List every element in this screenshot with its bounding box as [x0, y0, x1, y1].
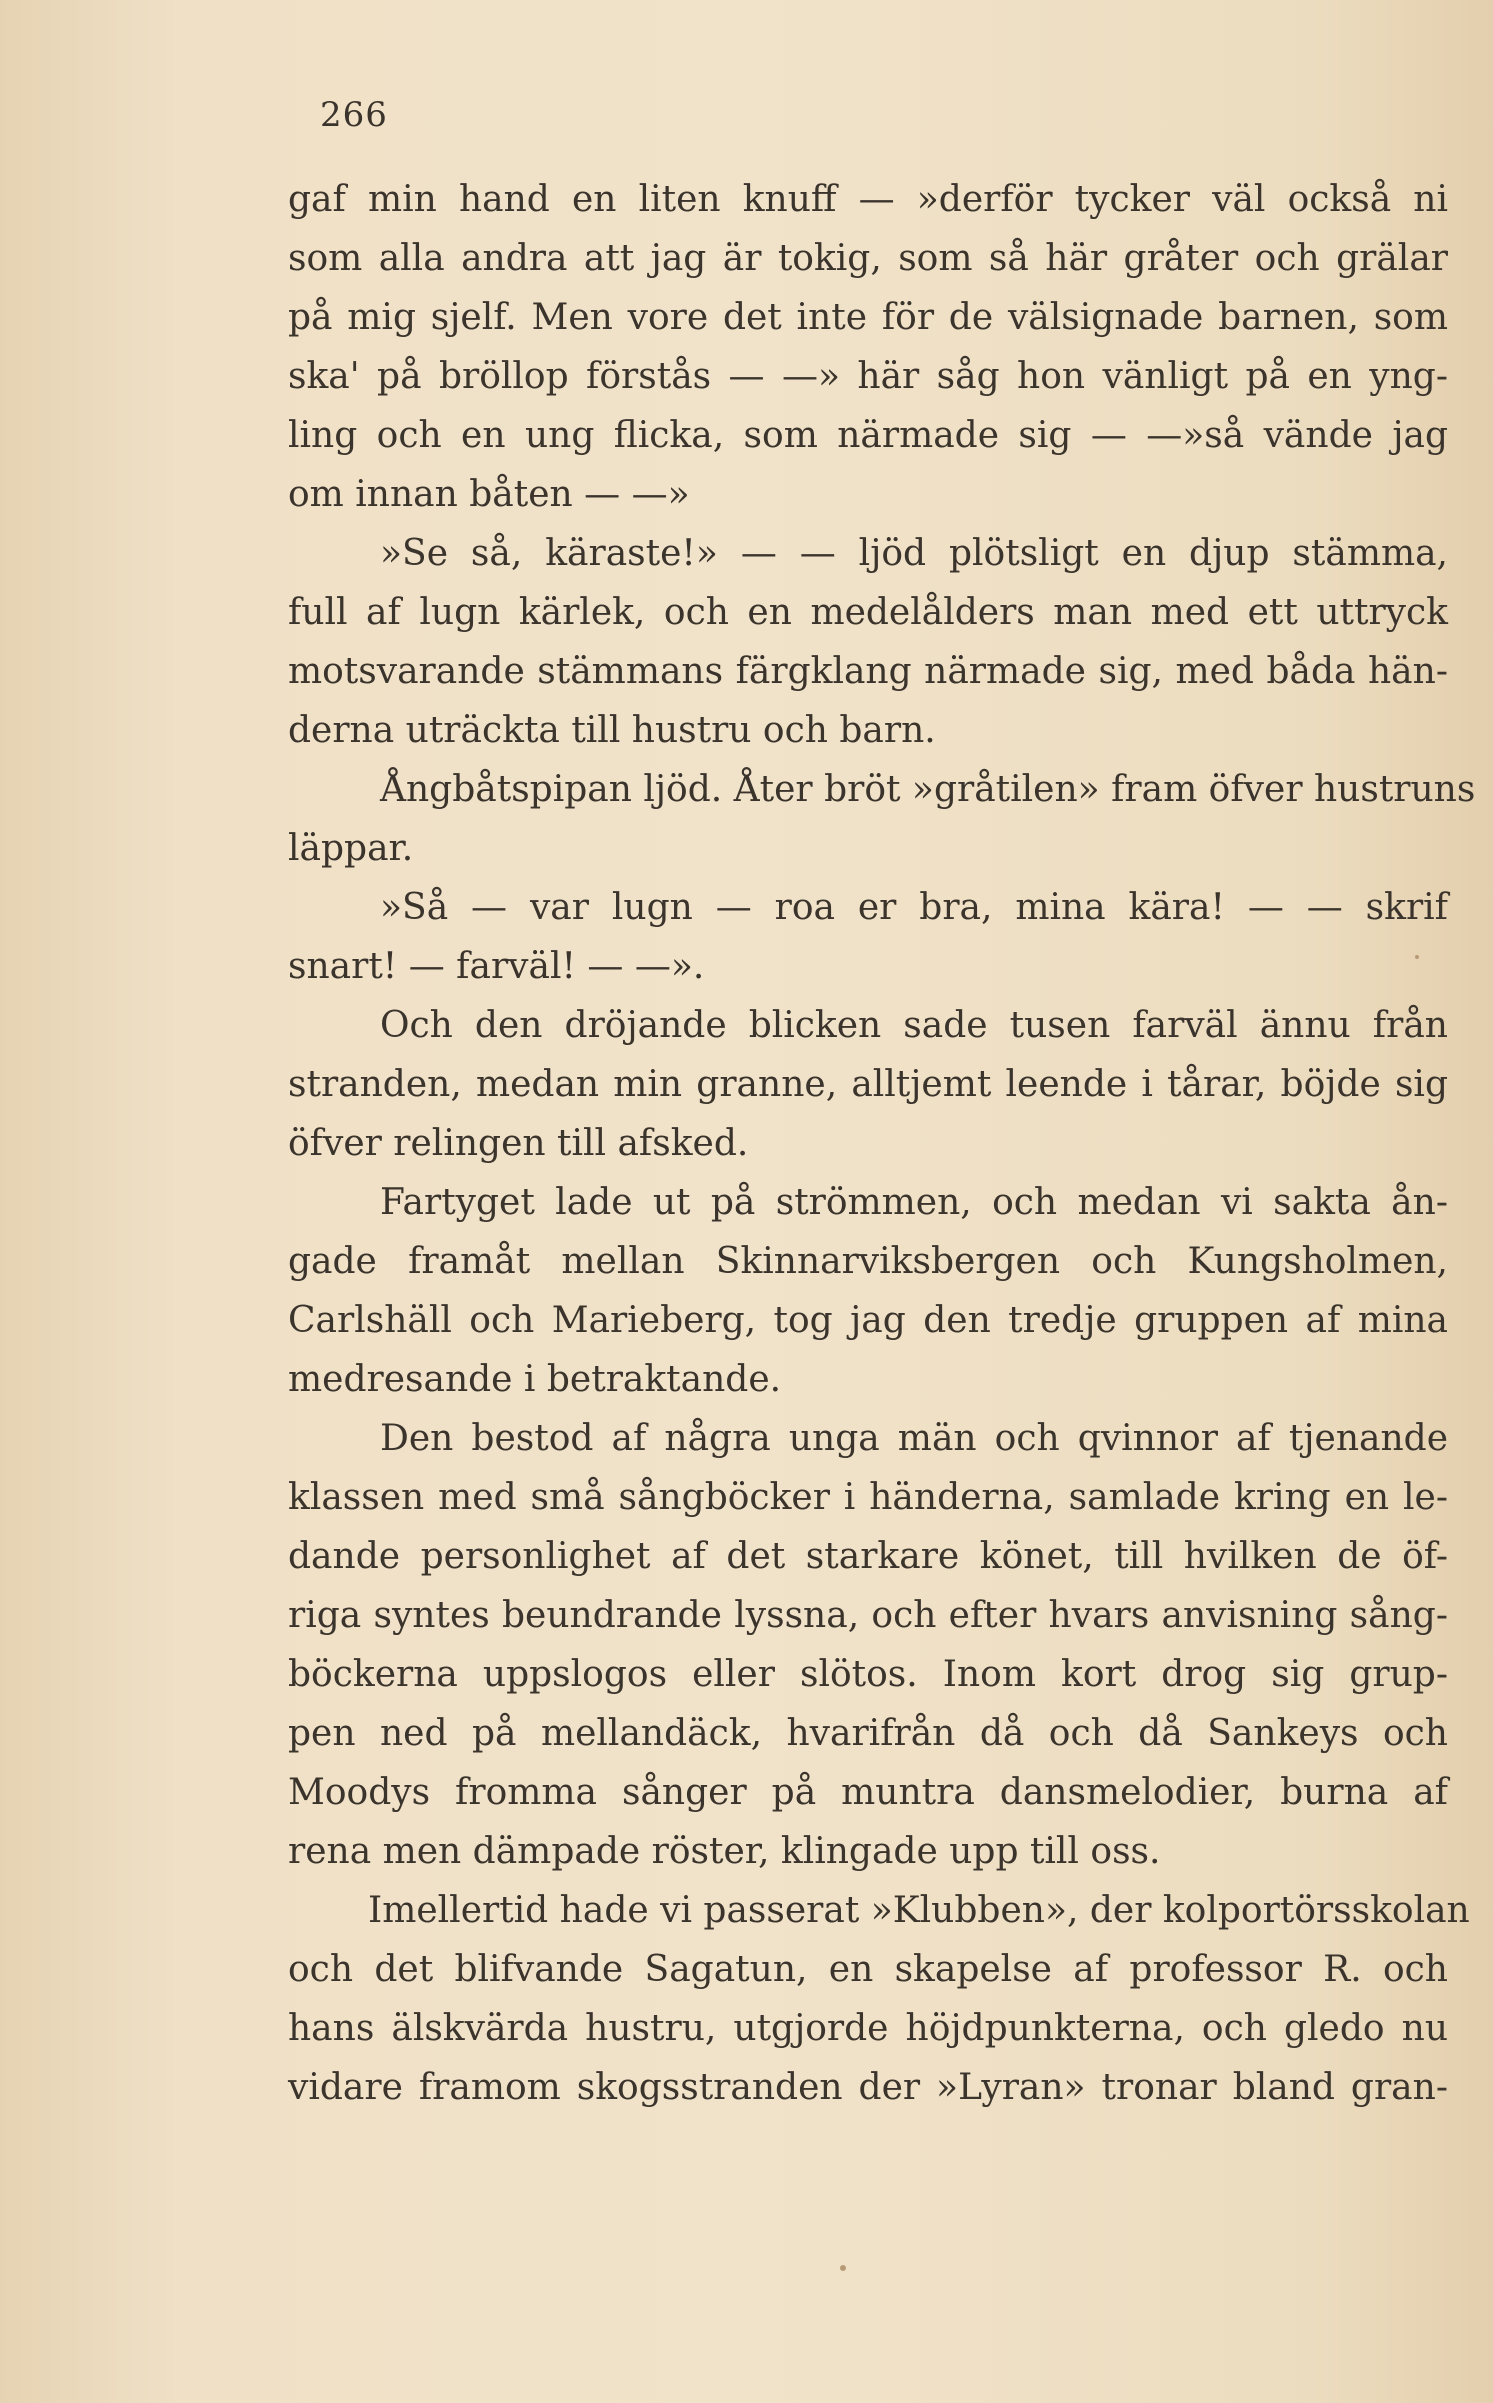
text-line: snart! — farväl! — —». [288, 946, 705, 987]
text-line: medresande i betraktande. [288, 1359, 782, 1400]
text-line: om innan båten — —» [288, 474, 690, 515]
text-line: »Se så, käraste!» — — ljöd plötsligt en djup stämma, [380, 533, 1448, 574]
text-line: Och den dröjande blicken sade tusen farväl ännu från [380, 1005, 1448, 1046]
text-line: Imellertid hade vi passerat »Klubben», der kolportörsskolan [368, 1890, 1470, 1931]
text-line: motsvarande stämmans färgklang närmade sig, med båda hän- [288, 651, 1448, 692]
text-line: böckerna uppslogos eller slötos. Inom kort drog sig grup- [288, 1654, 1448, 1695]
body-text [288, 170, 1476, 2117]
text-line: derna uträckta till hustru och barn. [288, 710, 936, 751]
text-line: gade framåt mellan Skinnarviksbergen och Kungsholmen, [288, 1241, 1448, 1282]
text-line: Den bestod af några unga män och qvinnor af tjenande [380, 1418, 1448, 1459]
text-line: full af lugn kärlek, och en medelålders man med ett uttryck [288, 592, 1448, 633]
text-line: rena men dämpade röster, klingade upp till oss. [288, 1831, 1161, 1872]
text-line: ska' på bröllop förstås — —» här såg hon vänligt på en yng- [288, 356, 1448, 397]
text-line: läppar. [288, 828, 414, 869]
text-line: Moodys fromma sånger på muntra dansmelodier, burna af [288, 1772, 1448, 1813]
text-line: Ångbåtspipan ljöd. Åter bröt »gråtilen» fram öfver hustruns [380, 769, 1476, 810]
text-line: »Så — var lugn — roa er bra, mina kära! — — skrif [380, 887, 1448, 928]
text-line: pen ned på mellandäck, hvarifrån då och då Sankeys och [288, 1713, 1448, 1754]
text-line: gaf min hand en liten knuff — »derför tycker väl också ni [288, 179, 1448, 220]
paper-speck [1415, 955, 1419, 959]
text-line: dande personlighet af det starkare könet, till hvilken de öf- [288, 1536, 1448, 1577]
text-line: Carlshäll och Marieberg, tog jag den tredje gruppen af mina [288, 1300, 1448, 1341]
text-line: stranden, medan min granne, alltjemt leende i tårar, böjde sig [288, 1064, 1448, 1105]
text-line: öfver relingen till afsked. [288, 1123, 749, 1164]
text-line: vidare framom skogsstranden der »Lyran» tronar bland gran- [288, 2067, 1448, 2108]
text-line: ling och en ung flicka, som närmade sig — —»så vände jag [288, 415, 1448, 456]
text-line: på mig sjelf. Men vore det inte för de välsignade barnen, som [288, 297, 1448, 338]
paper-speck [840, 2265, 846, 2271]
text-line: som alla andra att jag är tokig, som så här gråter och grälar [288, 238, 1448, 279]
text-line: och det blifvande Sagatun, en skapelse af professor R. och [288, 1949, 1448, 1990]
text-line: hans älskvärda hustru, utgjorde höjdpunkterna, och gledo nu [288, 2008, 1448, 2049]
page-number: 266 [320, 95, 388, 135]
text-line: riga syntes beundrande lyssna, och efter hvars anvisning sång- [288, 1595, 1448, 1636]
text-line: klassen med små sångböcker i händerna, samlade kring en le- [288, 1477, 1448, 1518]
text-line: Fartyget lade ut på strömmen, och medan vi sakta ån- [380, 1182, 1448, 1223]
